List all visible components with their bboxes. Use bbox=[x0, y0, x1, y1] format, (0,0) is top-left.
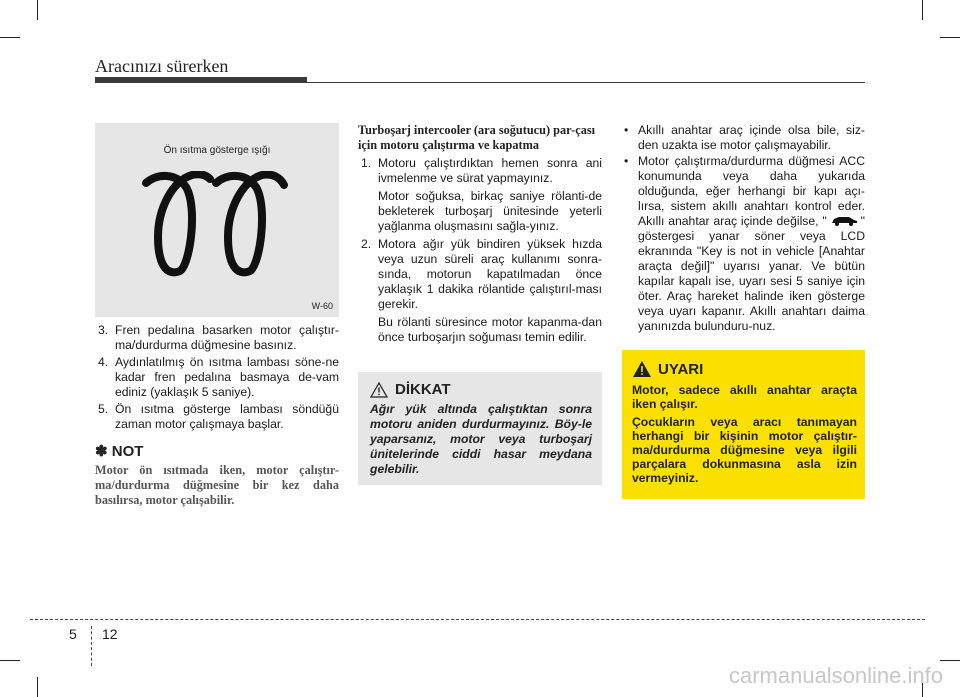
caution-box bbox=[358, 372, 602, 485]
warning-text bbox=[632, 383, 857, 485]
list-item bbox=[358, 156, 602, 186]
step-text: Ön ısıtma gösterge lambası söndüğü zaman motor çalışmaya başlar. bbox=[115, 402, 339, 431]
item-text: Motoru çalıştırdıktan hemen sonra ani ivmelenme ve sürat yapmayınız. bbox=[378, 156, 602, 185]
list-item bbox=[95, 355, 339, 400]
item-extra: Motor soğuksa, birkaç saniye rölanti-de bekleterek turboşarj ünitesinde yeterli yağlanma oluşmasını sağla-yınız. bbox=[378, 189, 602, 233]
figure-caption: Ön ısıtma gösterge ışığı bbox=[163, 145, 271, 156]
item-number: 2. bbox=[361, 237, 372, 251]
crop-mark bbox=[940, 660, 960, 661]
step-number: 4. bbox=[98, 355, 109, 369]
warning-paragraph: Motor, sadece akıllı anahtar araçta iken çalışır. bbox=[632, 383, 857, 411]
crop-mark bbox=[37, 0, 38, 20]
footer-rule bbox=[30, 619, 925, 620]
list-item bbox=[622, 154, 865, 334]
watermark: carmanualsonline.info bbox=[728, 663, 943, 688]
crop-mark bbox=[37, 677, 38, 697]
warning-paragraph: Çocukların veya aracı tanımayan herhangi bir kişinin motor çalıştır-ma/durdurma düğmesine veya ilgili parçalara dokunmasına asla izin vermeyiniz. bbox=[632, 415, 857, 485]
item-text: Motora ağır yük bindiren yüksek hızda veya uzun süreli araç kullanımı sonra-sında, motorun kapatılmadan önce yaklaşık 1 dakika rölantide çalıştırıl-ması gerekir. bbox=[378, 237, 602, 311]
list-item bbox=[95, 402, 339, 432]
caution-title: DİKKAT bbox=[395, 381, 451, 398]
preheat-indicator-figure bbox=[95, 123, 339, 317]
step-text: Aydınlatılmış ön ısıtma lambası söne-ne kadar fren pedalına basmaya de-vam ediniz (yaklaşık 5 saniye). bbox=[115, 355, 339, 399]
caution-header bbox=[370, 381, 451, 398]
note-title: ✽ NOT bbox=[95, 443, 144, 460]
list-item bbox=[622, 123, 865, 153]
bullet-text-before: Motor çalıştırma/durdurma düğmesi ACC konumunda veya daha yukarıda olduğunda, eğer herhangi bir kapı açı-lırsa, sistem akıllı anahtarı kontrol eder. Akıllı anahtar araç içinde değilse, " bbox=[638, 154, 865, 228]
bullet-text: Akıllı anahtar araç içinde olsa bile, siz-den uzakta ise motor çalışmayabilir. bbox=[638, 123, 865, 152]
page-number: 12 bbox=[102, 626, 118, 642]
caution-text: Ağır yük altında çalıştıktan sonra motoru aniden durdurmayınız. Böy-le yaparsanız, motor veya turboşarj ünitelerinde ciddi hasar meydana gelebilir. bbox=[370, 402, 592, 476]
warning-header bbox=[632, 360, 703, 378]
middle-column bbox=[358, 123, 602, 345]
step-number: 3. bbox=[98, 323, 109, 337]
right-column bbox=[622, 123, 865, 335]
step-text: Fren pedalına basarken motor çalıştır-ma/durdurma düğmesine basınız. bbox=[115, 323, 339, 352]
crop-mark bbox=[0, 660, 20, 661]
footer-divider bbox=[91, 626, 92, 666]
bullet-text-after: " göstergesi yanar söner veya LCD ekranında "Key is not in vehicle [Anahtar araçta değil]" uyarısı yanar. Ve bütün kapılar kapalı ise, uyarı sesi 5 saniye için öter. Araç hareket halinde iken gösterge veya uyarı kapanır. Akıllı anahtarı daima yanınızda bulunduru-nuz. bbox=[638, 214, 865, 333]
crop-mark bbox=[940, 37, 960, 38]
warning-triangle-icon bbox=[370, 382, 388, 398]
figure-code: W-60 bbox=[311, 301, 333, 311]
item-extra: Bu rölanti süresince motor kapanma-dan önce turboşarjın soğuması temin edilir. bbox=[378, 315, 602, 344]
page-header-title: Aracınızı sürerken bbox=[95, 56, 229, 76]
bullet: • bbox=[624, 154, 629, 168]
left-column bbox=[95, 323, 339, 508]
warning-title: UYARI bbox=[658, 360, 704, 378]
list-item bbox=[95, 323, 339, 353]
section-heading: Turboşarj intercooler (ara soğutucu) par-çası için motoru çalıştırma ve kapatma bbox=[358, 123, 596, 152]
list-item bbox=[358, 237, 602, 312]
header-bar bbox=[95, 77, 307, 83]
section-number: 5 bbox=[69, 626, 77, 642]
car-key-indicator-icon bbox=[829, 215, 859, 226]
step-number: 5. bbox=[98, 402, 109, 416]
warning-triangle-icon bbox=[632, 360, 652, 378]
warning-box bbox=[622, 350, 865, 499]
note-text: Motor ön ısıtmada iken, motor çalıştır-ma/durdurma düğmesine bir kez daha basılırsa, motor çalışabilir. bbox=[95, 463, 339, 507]
crop-mark bbox=[0, 37, 20, 38]
crop-mark bbox=[922, 0, 923, 20]
item-number: 1. bbox=[361, 156, 372, 170]
header-rule bbox=[307, 82, 865, 83]
glow-plug-coil-icon bbox=[140, 171, 290, 277]
bullet: • bbox=[624, 123, 629, 137]
